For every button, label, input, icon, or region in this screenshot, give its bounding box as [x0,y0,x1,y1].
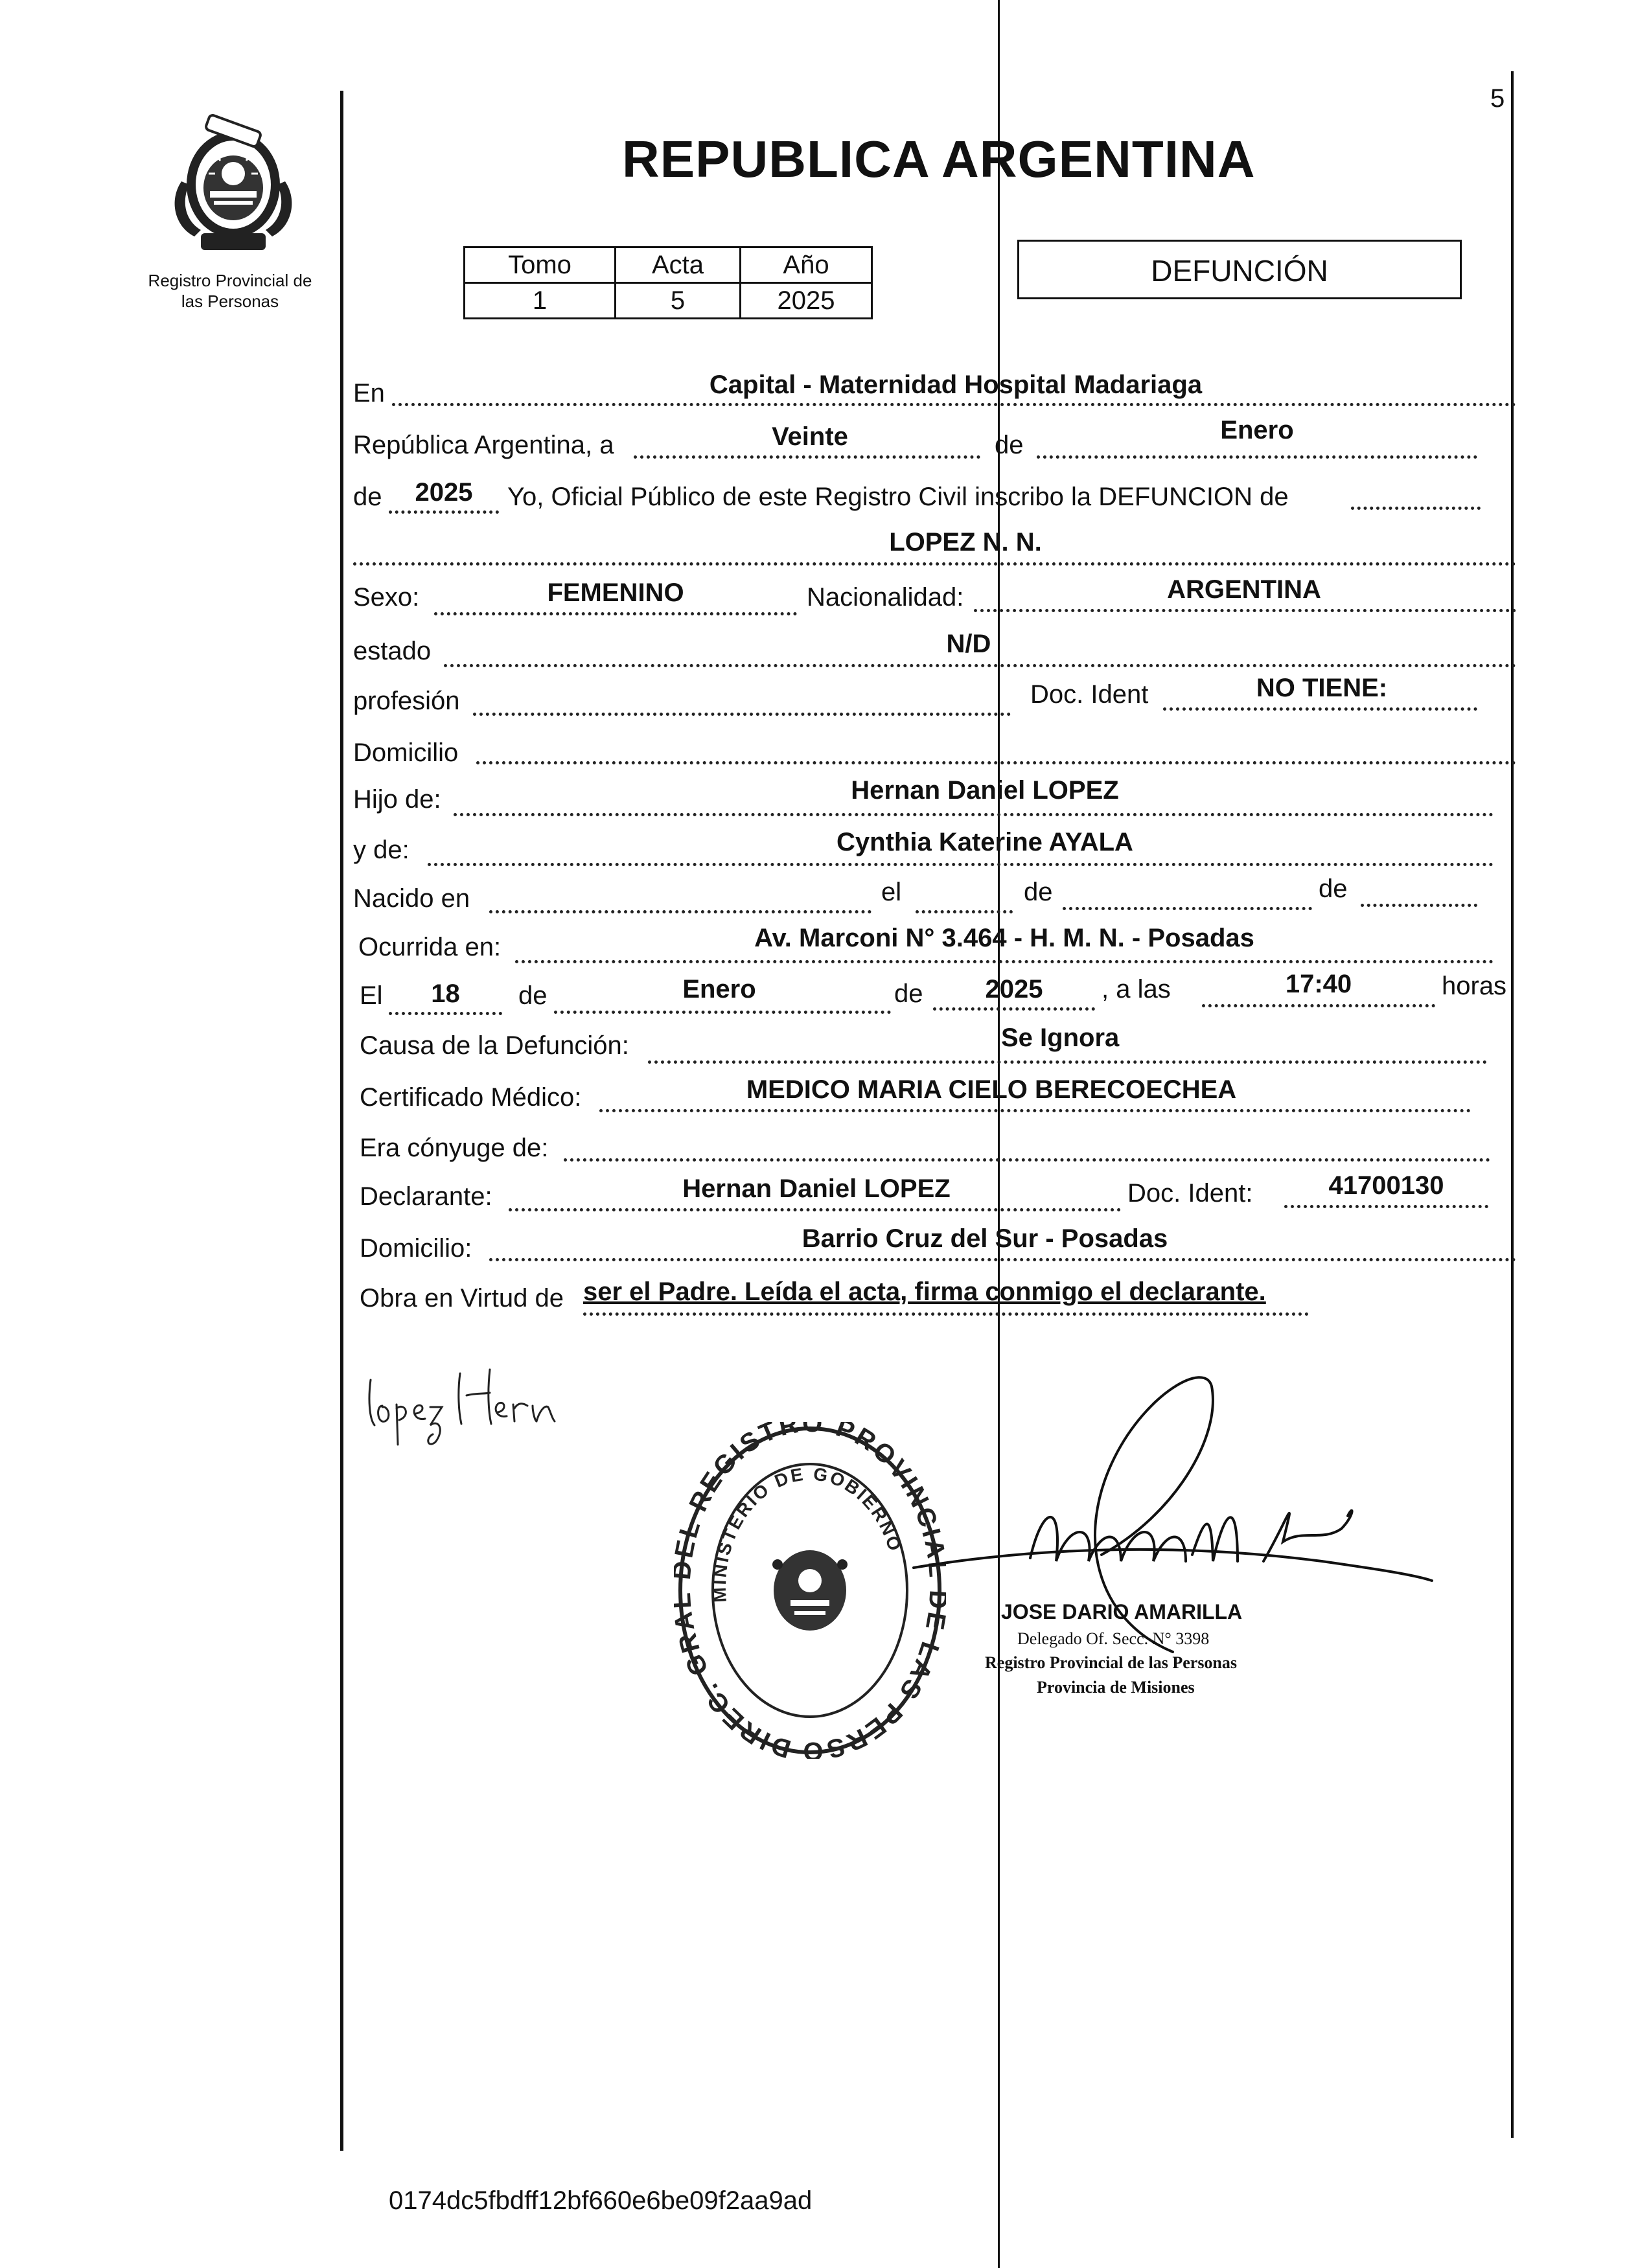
mes-value: Enero [1220,416,1294,444]
dia-line [634,455,980,459]
nacionalidad-value: ARGENTINA [1167,575,1321,604]
conyuge-label: Era cónyuge de: [360,1134,549,1162]
hijo-value: Hernan Daniel LOPEZ [851,776,1119,805]
hijo-label: Hijo de: [353,785,441,814]
registry-seal-logo [156,104,311,259]
domicilio2-value: Barrio Cruz del Sur - Posadas [802,1224,1168,1253]
en-label: En [353,379,385,407]
de4-line [1361,904,1477,907]
declarant-signature [363,1354,583,1451]
horas-label: horas [1442,972,1507,1000]
causa-value: Se Ignora [1001,1024,1120,1052]
registry-line2: las Personas [181,292,279,311]
record-table [463,246,873,319]
de5-label: de [518,981,548,1010]
profesion-label: profesión [353,687,460,715]
mes2-value: Enero [682,975,756,1003]
oficial-line [1351,507,1481,510]
de6-label: de [894,979,923,1008]
anio-value: 2025 [741,283,872,319]
dia-value: Veinte [772,422,848,451]
causa-label: Causa de la Defunción: [360,1031,629,1060]
hora-line [1202,1004,1435,1007]
page-title: REPUBLICA ARGENTINA [622,130,1256,188]
ocurrida-value: Av. Marconi N° 3.464 - H. M. N. - Posadas [754,924,1254,952]
de3-label: de [1024,878,1053,906]
left-margin-line [340,91,343,2151]
yde-value: Cynthia Katerine AYALA [837,828,1133,856]
registry-line1: Registro Provincial de [148,271,312,290]
footer-hash: 0174dc5fbdff12bf660e6be09f2aa9ad [389,2186,813,2215]
doc-ident-value: NO TIENE: [1256,674,1388,702]
mes2-line [554,1011,891,1014]
obra-value: ser el Padre. Leída el acta, firma conmigo el declarante. [583,1277,1266,1306]
obra-label: Obra en Virtud de [360,1284,564,1312]
sexo-value: FEMENINO [547,578,684,607]
de-label: de [995,431,1024,459]
hijo-line [454,813,1494,816]
doc-type-box [1017,240,1462,299]
dia2-line [389,1012,502,1015]
mes-line [1037,455,1477,459]
anio2-line [933,1007,1095,1011]
domicilio2-line [489,1258,1516,1261]
doc-ident2-value: 41700130 [1328,1171,1444,1200]
certificado-label: Certificado Médico: [360,1083,582,1112]
official-line2: Delegado Of. Secc. N° 3398 [1017,1629,1210,1648]
sexo-label: Sexo: [353,583,420,612]
domicilio-line [476,761,1516,764]
causa-line [648,1060,1487,1064]
alas-label: , a las [1102,975,1171,1003]
conyuge-line [564,1158,1490,1162]
el2-label: El [360,981,383,1010]
declarante-value: Hernan Daniel LOPEZ [682,1174,951,1203]
anio-header: Año [741,247,872,283]
doc-ident-label: Doc. Ident [1030,680,1149,709]
yde-line [428,863,1494,866]
page-number: 5 [1490,84,1505,113]
ocurrida-label: Ocurrida en: [358,933,502,961]
anio-value: 2025 [415,478,473,507]
doc-ident-line [1163,707,1477,711]
certificado-line [599,1109,1471,1112]
dia2-value: 18 [431,979,460,1008]
sexo-line [434,612,797,615]
ocurrida-line [515,960,1494,963]
acta-value: 5 [616,283,741,319]
de4-label: de [1319,875,1348,903]
el-line [916,910,1013,913]
acta-header: Acta [616,247,741,283]
nacionalidad-line [974,609,1516,612]
yde-label: y de: [353,836,410,864]
declarante-label: Declarante: [360,1182,492,1211]
profesion-line [473,713,1011,716]
estado-line [444,664,1516,667]
certificado-value: MEDICO MARIA CIELO BERECOECHEA [746,1075,1237,1104]
obra-line [583,1312,1309,1316]
de2-label: de [353,483,382,511]
anio-line [389,510,499,514]
estado-label: estado [353,637,432,665]
nombre-line [353,562,1516,566]
declarante-line [509,1208,1121,1211]
hora-value: 17:40 [1285,970,1352,998]
domicilio2-label: Domicilio: [360,1234,472,1263]
en-value: Capital - Maternidad Hospital Madariaga [709,371,1203,399]
stamp-inner-text: MINISTERIO DE GOBIERNO [709,1463,906,1603]
stamp-outer-text: DIREC. GR L REGISTRO PROVINCI LAS PERSO [674,1422,946,1759]
nacido-line [489,910,871,913]
de3-line [1063,907,1312,910]
tomo-value: 1 [465,283,616,319]
estado-value: N/D [946,630,991,658]
domicilio-label: Domicilio [353,739,459,767]
nacionalidad-label: Nacionalidad: [807,583,964,612]
doc-ident2-label: Doc. Ident: [1127,1179,1253,1208]
scan-center-line [998,0,1000,2268]
nombre-value: LOPEZ N. N. [889,528,1042,556]
el-label: el [881,878,902,906]
official-line4: Provincia de Misiones [1037,1678,1195,1697]
nacido-label: Nacido en [353,884,470,913]
republica-label: República Argentina, a [353,431,614,459]
oficial-text: Yo, Oficial Público de este Registro Civil inscribo la DEFUNCION de [507,483,1289,511]
tomo-header: Tomo [465,247,616,283]
en-line [392,403,1516,406]
doc-type-label: DEFUNCIÓN [1151,254,1328,288]
anio2-value: 2025 [985,975,1043,1003]
right-margin-line [1511,71,1514,2138]
official-line3: Registro Provincial de las Personas [985,1653,1238,1672]
official-name: JOSE DARIO AMARILLA [1001,1600,1243,1623]
doc-ident2-line [1284,1205,1488,1208]
